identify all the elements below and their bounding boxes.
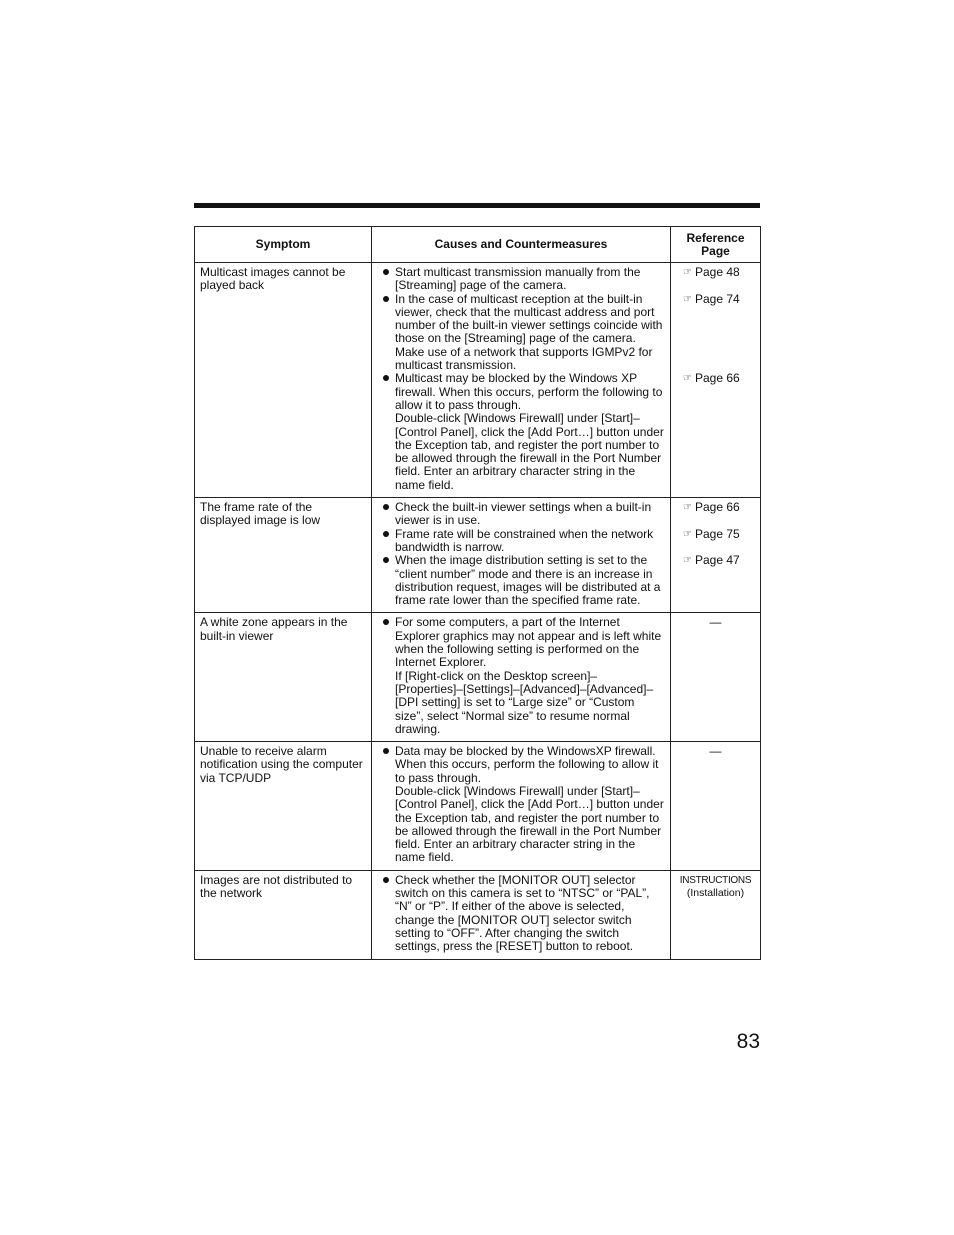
- symptom-cell: Images are not distributed to the network: [195, 870, 372, 959]
- reference-page: Page 48: [694, 265, 740, 279]
- reference-cell: [671, 613, 761, 742]
- list-item: [380, 874, 664, 954]
- list-item: [380, 554, 664, 607]
- page-number: 83: [736, 1030, 760, 1053]
- bullet-dot-icon: [380, 266, 395, 293]
- causes-cell: [372, 870, 671, 959]
- reference-link[interactable]: [683, 501, 756, 514]
- instructions-reference: INSTRUCTIONS: [679, 874, 752, 886]
- installation-reference: (Installation): [686, 886, 745, 899]
- cause-text: Data may be blocked by the WindowsXP firewall. When this occurs, perform the following to allow it to pass through. Double-click [Windows Firewall] under [Start]–[Control Panel], click the [Add Port…] button under the Exception tab, and register the port number to be allowed through the firewall in the Port Number field. Enter an arbitrary character string in the name field.: [395, 744, 664, 865]
- reference-page: Page 66: [694, 500, 740, 515]
- bullet-dot-icon: [380, 372, 395, 492]
- bullet-dot-icon: [380, 616, 395, 736]
- reference-link[interactable]: [683, 554, 756, 567]
- cause-text: Frame rate will be constrained when the network bandwidth is narrow.: [395, 526, 654, 554]
- cause-text: Check whether the [MONITOR OUT] selector switch on this camera is set to “NTSC” or “PAL”, “N” or “P”. If either of the above is selected, change the [MONITOR OUT] selector switch setting to “OFF”. After changing the switch settings, press the [RESET] button to reboot.: [395, 872, 650, 954]
- list-item: [380, 501, 664, 528]
- pointing-hand-icon: ☞: [683, 293, 692, 305]
- pointing-hand-icon: ☞: [683, 373, 692, 385]
- cause-text: When the image distribution setting is set to the “client number” mode and there is an increase in distribution request, images will be distributed at a frame rate lower than the specified frame rate.: [395, 553, 661, 608]
- troubleshooting-table: [194, 226, 761, 960]
- list-item: [380, 372, 664, 492]
- pointing-hand-icon: ☞: [683, 528, 692, 540]
- reference-cell: [671, 870, 761, 959]
- cause-text: Start multicast transmission manually from the [Streaming] page of the camera.: [395, 265, 641, 293]
- pointing-hand-icon: ☞: [683, 502, 692, 514]
- reference-header-line1: Reference: [686, 231, 745, 245]
- symptom-cell: Multicast images cannot be played back: [195, 263, 372, 498]
- bullet-dot-icon: [380, 501, 395, 528]
- cause-text: In the case of multicast reception at the built-in viewer, check that the multicast address and port number of the built-in viewer settings coincide with those on the [Streaming] page of the camera. Make use of a network that supports IGMPv2 for multicast transmission.: [395, 291, 663, 373]
- symptom-cell: The frame rate of the displayed image is low: [195, 498, 372, 613]
- reference-cell: [671, 263, 761, 498]
- symptom-header: Symptom: [195, 227, 372, 263]
- list-item: [380, 528, 664, 555]
- reference-header-line2: Page: [701, 243, 730, 258]
- cause-text: Check the built-in viewer settings when a built-in viewer is in use.: [395, 500, 652, 528]
- table-row: [195, 263, 761, 498]
- bullet-dot-icon: [380, 528, 395, 555]
- reference-link[interactable]: [683, 372, 756, 385]
- cause-text: Multicast may be blocked by the Windows XP firewall. When this occurs, perform the following to allow it to pass through. Double-click [Windows Firewall] under [Start]–[Control Panel], click the [Add Port…] button under the Exception tab, and register the port number to be allowed through the firewall in the Port Number field. Enter an arbitrary character string in the name field.: [395, 371, 664, 492]
- symptom-cell: Unable to receive alarm notification using the computer via TCP/UDP: [195, 742, 372, 871]
- reference-cell: [671, 742, 761, 871]
- list-item: [380, 745, 664, 865]
- list-item: [380, 266, 664, 293]
- table-row: [195, 742, 761, 871]
- reference-cell: [671, 498, 761, 613]
- table-row: [195, 498, 761, 613]
- reference-page: Page 75: [694, 526, 740, 541]
- causes-header: Causes and Countermeasures: [372, 227, 671, 263]
- reference-page: Page 66: [694, 371, 740, 386]
- causes-cell: [372, 263, 671, 498]
- symptom-cell: A white zone appears in the built-in viewer: [195, 613, 372, 742]
- bullet-dot-icon: [380, 874, 395, 954]
- reference-page: Page 47: [694, 553, 740, 568]
- reference-link[interactable]: [683, 266, 756, 279]
- reference-header: [671, 227, 761, 263]
- bullet-dot-icon: [380, 554, 395, 607]
- causes-cell: [372, 742, 671, 871]
- pointing-hand-icon: ☞: [683, 267, 692, 278]
- list-item: [380, 616, 664, 736]
- list-item: [380, 293, 664, 373]
- causes-cell: [372, 613, 671, 742]
- top-rule: [194, 203, 760, 208]
- bullet-dot-icon: [380, 293, 395, 373]
- table-row: [195, 870, 761, 959]
- causes-cell: [372, 498, 671, 613]
- no-reference-dash: —: [709, 744, 722, 759]
- reference-page: Page 74: [694, 291, 740, 306]
- reference-link[interactable]: [683, 293, 756, 306]
- pointing-hand-icon: ☞: [683, 555, 692, 567]
- reference-link[interactable]: [683, 528, 756, 541]
- bullet-dot-icon: [380, 745, 395, 865]
- table-row: [195, 613, 761, 742]
- table-header-row: [195, 227, 761, 263]
- cause-text: For some computers, a part of the Internet Explorer graphics may not appear and is left white when the following setting is performed on the Internet Explorer. If [Right-click on the Desktop screen]–[Properties]–[Settings]–[Advanced]–[Advanced]–[DPI setting] is set to “Large size” or “Custom size”, select “Normal size” to resume normal drawing.: [395, 615, 662, 736]
- no-reference-dash: —: [709, 615, 722, 630]
